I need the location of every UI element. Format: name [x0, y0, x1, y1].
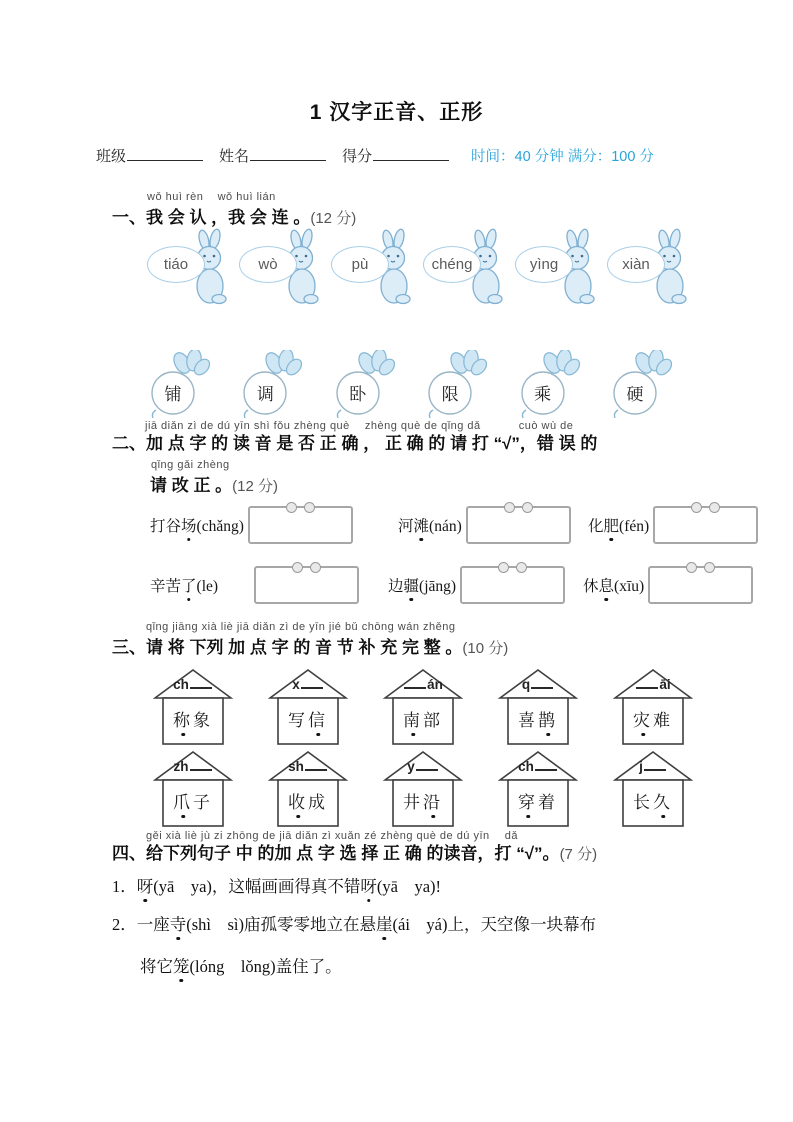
plain-character: 象 [193, 711, 213, 730]
answer-box[interactable] [248, 506, 353, 544]
word-check-item [150, 506, 353, 544]
pinyin-bubble-row [147, 228, 693, 310]
dotted-character: 称 [173, 706, 193, 731]
section1-heading: 一、我 会 认 ，我 会 连 。(12 分) [112, 208, 357, 227]
section2-heading-cont: 请 改 正 。(12 分) [150, 476, 279, 495]
syllable-hint: y [383, 759, 463, 774]
name-blank-line[interactable] [250, 146, 326, 161]
dotted-character: 笼 [173, 953, 190, 977]
answer-box[interactable] [466, 506, 571, 544]
house-word [163, 788, 223, 813]
word-label: 辛苦了(le) [150, 574, 218, 596]
section4-pinyin: gěi xià liè jù zi zhōng de jiā diǎn zì xuǎn zé zhèng què de dú yīn dǎ [146, 830, 518, 842]
ring-icon [516, 562, 527, 573]
sentence-line [140, 953, 342, 977]
syllable-house [383, 750, 463, 830]
sentence-text: 将它 [140, 957, 173, 976]
section1-pinyin: wǒ huì rèn wǒ huì lián [147, 191, 276, 203]
sentence-text: 1． [112, 877, 137, 896]
syllable-hint: j [613, 759, 693, 774]
section2-pinyin-line2: qǐng gǎi zhèng [151, 459, 230, 471]
character-radish-row [146, 350, 674, 418]
section4-heading: 四、给下列句子 中 的加 点 字 选 择 正 确 的读音，打 “√”。(7 分) [112, 844, 598, 863]
name-label: 姓名 [219, 148, 250, 165]
answer-box[interactable] [653, 506, 758, 544]
dotted-character: 穿 [518, 788, 538, 813]
syllable-blank[interactable] [190, 759, 212, 771]
sentence-text: (lóng lǒng)盖住了。 [189, 957, 342, 976]
radish-icon [608, 405, 674, 422]
pinyin-bubble[interactable]: wò [239, 246, 297, 283]
syllable-hint: án [383, 677, 463, 692]
syllable-house [613, 668, 693, 748]
section2-pinyin-line1: jiā diǎn zì de dú yīn shì fǒu zhèng què zhèng què de qǐng dǎ cuò wù de [145, 420, 574, 432]
syllable-house [268, 750, 348, 830]
syllable-hint: ch [498, 759, 578, 774]
syllable-house [613, 750, 693, 830]
word-check-item [398, 506, 571, 544]
dotted-character: 信 [308, 706, 328, 731]
pinyin-bubble-item [239, 228, 325, 310]
ring-icon [498, 562, 509, 573]
answer-box[interactable] [460, 566, 565, 604]
house-word [508, 706, 568, 731]
ring-icon [286, 502, 297, 513]
dotted-character: 肥 [604, 514, 620, 536]
plain-character: 成 [308, 793, 328, 812]
time-fullmark-note: 时间：40 分钟 满分：100 分 [471, 149, 654, 165]
pinyin-bubble[interactable]: pù [331, 246, 389, 283]
syllable-blank[interactable] [190, 677, 212, 689]
syllable-blank[interactable] [644, 759, 666, 771]
word-label: 河滩(nán) [398, 514, 462, 536]
word-label: 化肥(fén) [588, 514, 649, 536]
word-check-item [583, 566, 753, 604]
syllable-hint: sh [268, 759, 348, 774]
ring-icon [522, 502, 533, 513]
section2-items-row2 [0, 566, 793, 616]
dotted-character: 收 [288, 788, 308, 813]
pinyin-bubble-item [607, 228, 693, 310]
score-blank-line[interactable] [373, 146, 449, 161]
syllable-house [153, 750, 233, 830]
sentence-line [112, 911, 596, 935]
sentence-text: (yā ya)! [376, 877, 442, 896]
ring-icon [686, 562, 697, 573]
house-row-1 [153, 668, 693, 748]
word-label: 休息(xīu) [583, 574, 644, 596]
dotted-character: 场 [181, 514, 197, 536]
dotted-character: 沿 [423, 788, 443, 813]
syllable-house [268, 668, 348, 748]
word-check-item [588, 506, 758, 544]
answer-box[interactable] [648, 566, 753, 604]
pinyin-bubble-item [331, 228, 417, 310]
radish-character: 限 [441, 385, 459, 404]
dotted-character: 呀 [360, 873, 377, 897]
sentence-text: 2．一座 [112, 915, 170, 934]
pinyin-bubble[interactable]: xiàn [607, 246, 665, 283]
house-word [623, 788, 683, 813]
house-word [163, 706, 223, 731]
ring-icon [304, 502, 315, 513]
character-radish-item[interactable] [423, 350, 489, 418]
syllable-blank[interactable] [404, 677, 426, 689]
radish-character: 卧 [349, 385, 367, 404]
word-label: 边疆(jāng) [388, 574, 456, 596]
radish-character: 硬 [626, 385, 644, 404]
plain-character: 子 [193, 793, 213, 812]
house-word [278, 706, 338, 731]
house-word [508, 788, 568, 813]
house-word [393, 706, 453, 731]
ring-icon [691, 502, 702, 513]
plain-character: 着 [538, 793, 558, 812]
character-radish-item[interactable] [238, 350, 304, 418]
syllable-blank[interactable] [636, 677, 658, 689]
sentence-text: (shì sì)庙孤零零地立在悬 [186, 915, 376, 934]
ring-icon [504, 502, 515, 513]
syllable-hint: āi [613, 677, 693, 692]
class-blank-line[interactable] [127, 146, 203, 161]
section3-heading: 三、请 将 下列 加 点 字 的 音 节 补 充 完 整 。(10 分) [112, 638, 509, 657]
dotted-character: 滩 [414, 514, 430, 536]
ring-icon [709, 502, 720, 513]
sentence-text: (yā ya)，这幅画画得真不错 [153, 877, 361, 896]
pinyin-bubble[interactable]: yìng [515, 246, 573, 283]
character-radish-item[interactable] [331, 350, 397, 418]
dotted-character: 息 [599, 574, 615, 596]
header-meta-row [96, 145, 654, 166]
pinyin-bubble[interactable]: chéng [423, 246, 481, 283]
syllable-blank[interactable] [301, 677, 323, 689]
character-radish-item[interactable] [146, 350, 212, 418]
plain-character: 难 [653, 711, 673, 730]
syllable-blank[interactable] [305, 759, 327, 771]
class-label: 班级 [96, 148, 127, 165]
house-word [278, 788, 338, 813]
syllable-hint: ch [153, 677, 233, 692]
plain-character: 写 [288, 711, 308, 730]
syllable-blank[interactable] [535, 759, 557, 771]
ring-icon [292, 562, 303, 573]
house-word [623, 706, 683, 731]
radish-character: 乘 [534, 385, 552, 404]
plain-character: 部 [423, 711, 443, 730]
dotted-character: 寺 [170, 911, 187, 935]
section3-pinyin: qǐng jiāng xià liè jiā diǎn zì de yīn jié bǔ chōng wán zhěng [146, 621, 456, 633]
page-title: 1 汉字正音、正形 [309, 101, 484, 124]
radish-character: 调 [256, 385, 274, 404]
plain-character: 喜 [518, 711, 538, 730]
dotted-character: 久 [653, 788, 673, 813]
dotted-character: 呀 [137, 873, 154, 897]
plain-character: 长 [633, 793, 653, 812]
sentence-text: (ái yá)上，天空像一块幕布 [392, 915, 596, 934]
syllable-hint: q [498, 677, 578, 692]
pinyin-bubble-item [515, 228, 601, 310]
syllable-house [498, 750, 578, 830]
dotted-character: 鹊 [538, 706, 558, 731]
word-check-item [150, 566, 359, 604]
pinyin-bubble-item [147, 228, 233, 310]
dotted-character: 崖 [376, 911, 393, 935]
radish-character: 铺 [164, 385, 182, 404]
dotted-character: 南 [403, 706, 423, 731]
ring-icon [310, 562, 321, 573]
syllable-hint: zh [153, 759, 233, 774]
house-row-2 [153, 750, 693, 830]
sentence-line [112, 873, 441, 897]
word-label: 打谷场(chǎng) [150, 514, 244, 536]
syllable-hint: x [268, 677, 348, 692]
plain-character: 井 [403, 793, 423, 812]
character-radish-item[interactable] [608, 350, 674, 418]
syllable-blank[interactable] [531, 677, 553, 689]
character-radish-item[interactable] [516, 350, 582, 418]
pinyin-bubble-item [423, 228, 509, 310]
pinyin-bubble[interactable]: tiáo [147, 246, 205, 283]
syllable-blank[interactable] [416, 759, 438, 771]
syllable-house [153, 668, 233, 748]
dotted-character: 了 [181, 574, 197, 596]
section2-items-row1 [0, 506, 793, 556]
score-label: 得分 [342, 148, 373, 165]
dotted-character: 爪 [173, 788, 193, 813]
dotted-character: 灾 [633, 706, 653, 731]
section2-heading: 二、加 点 字 的 读 音 是 否 正 确 ， 正 确 的 请 打 “√”，错 误 的 [112, 434, 598, 453]
syllable-house [383, 668, 463, 748]
house-word [393, 788, 453, 813]
ring-icon [704, 562, 715, 573]
dotted-character: 疆 [404, 574, 420, 596]
answer-box[interactable] [254, 566, 359, 604]
word-check-item [388, 566, 565, 604]
syllable-house [498, 668, 578, 748]
